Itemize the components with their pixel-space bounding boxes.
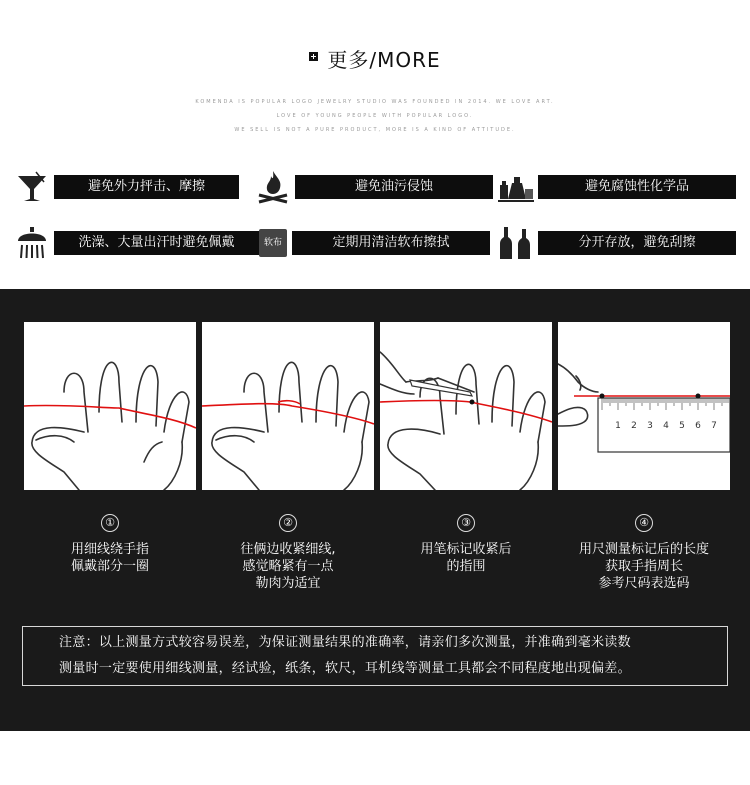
hand-marking-with-pen-illustration [380,322,552,490]
cocktail-glass-icon [14,169,50,205]
care-tip-label: 定期用清洁软布擦拭 [292,231,490,255]
step-text: 获取手指周长 [604,559,683,574]
wine-bottles-icon [498,225,534,261]
brand-tagline: KOMENDA IS POPULAR LOGO JEWELRY STUDIO WAS FOUNDED IN 2014. WE LOVE ART. [195,99,555,105]
brand-tagline: WE SELL IS NOT A PURE PRODUCT, MORE IS A KIND OF ATTITUDE. [234,127,516,133]
measurement-notice [22,626,728,686]
measure-step-caption [24,511,196,575]
plus-square-icon [309,52,318,61]
brand-tagline: LOVE OF YOUNG PEOPLE WITH POPULAR LOGO. [276,113,474,119]
step-text: 感觉略紧有一点 [242,559,334,574]
step-text: 勒肉为适宜 [255,576,321,591]
care-tip-label: 避免油污侵蚀 [295,175,493,199]
care-tip-label: 避免外力抨击、摩擦 [54,175,239,199]
measure-step-caption [558,511,730,592]
step-number: ④ [635,514,653,532]
care-tip-label: 分开存放，避免刮擦 [538,231,736,255]
chemical-bottles-icon [498,169,534,205]
hand-with-thread-illustration [24,322,196,490]
step-text: 参考尺码表选码 [598,576,690,591]
section-title: 更多/MORE [327,48,441,72]
step-text: 用笔标记收紧后 [420,542,512,557]
step-text: 佩戴部分一圈 [70,559,149,574]
ruler-number: 4 [663,421,669,431]
campfire-icon [255,169,291,205]
ruler-measurement-illustration [558,322,730,490]
ruler-number: 2 [631,421,637,431]
measure-step-caption [380,511,552,575]
step-number: ① [101,514,119,532]
measure-step-illustration [380,322,552,490]
measure-step-illustration [558,322,730,490]
section-header [0,44,750,74]
step-text: 往俩边收紧细线, [240,542,336,557]
step-number: ② [279,514,297,532]
measure-step-illustration [202,322,374,490]
ruler-number: 3 [647,421,653,431]
care-tip-label: 洗澡、大量出汗时避免佩戴 [54,231,259,255]
step-text: 用细线绕手指 [70,542,149,557]
ruler-number: 7 [711,421,717,431]
ruler-number: 1 [615,421,621,431]
notice-text: 注意：以上测量方式较容易误差，为保证测量结果的准确率，请亲们多次测量，并准确到毫米读数 [59,635,631,650]
measure-step-illustration [24,322,196,490]
care-tip-label: 避免腐蚀性化学品 [538,175,736,199]
notice-text: 测量时一定要使用细线测量，经试验，纸条，软尺，耳机线等测量工具都会不同程度地出现偏差。 [59,661,631,676]
soft-cloth-icon: 软布 [259,229,287,257]
ring-size-measure-section [0,289,750,731]
hand-tightening-thread-illustration [202,322,374,490]
measure-step-caption [202,511,374,592]
step-text: 的指围 [446,559,486,574]
ruler-number: 6 [695,421,701,431]
step-number: ③ [457,514,475,532]
ruler-number: 5 [679,421,685,431]
shower-icon [14,225,50,261]
step-text: 用尺测量标记后的长度 [578,542,709,557]
